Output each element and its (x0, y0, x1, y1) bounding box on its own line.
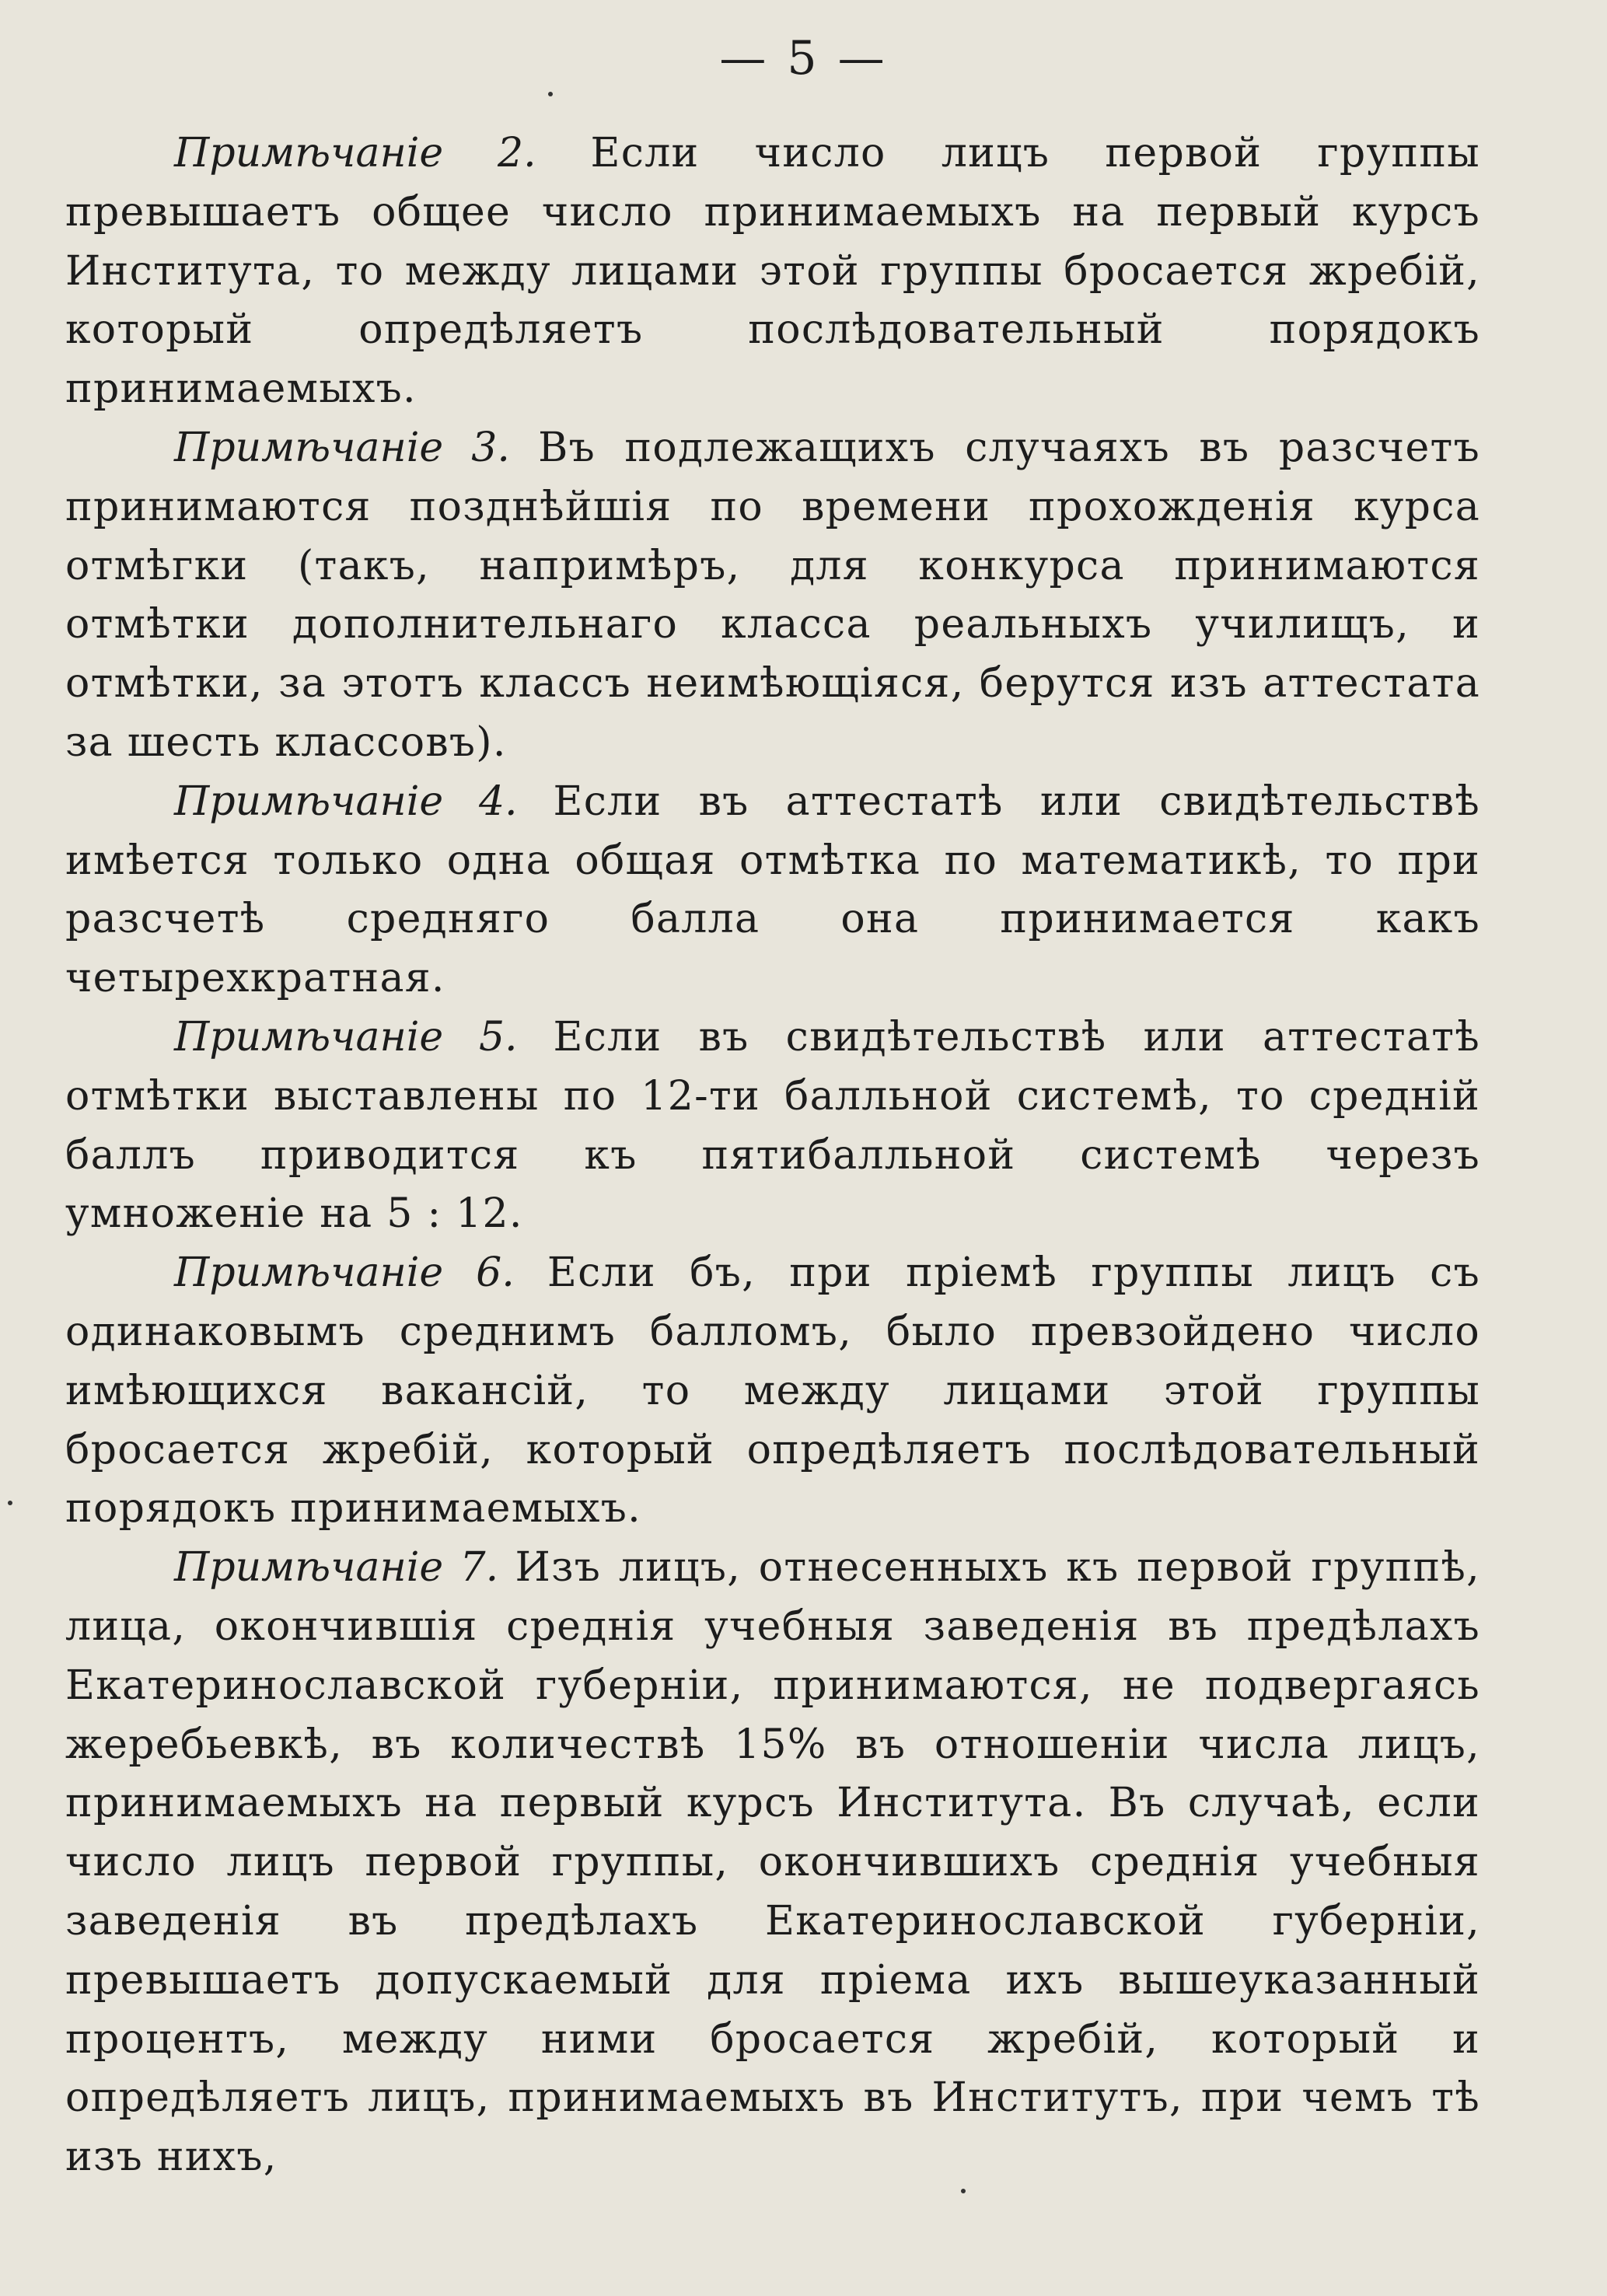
body-text (65, 124, 1480, 2187)
note-label: Примѣчанiе 2. (174, 130, 536, 176)
note-6 (65, 1244, 1480, 1539)
note-label: Примѣчанiе 7. (174, 1544, 499, 1592)
ink-speck (548, 92, 553, 96)
note-3 (65, 419, 1480, 773)
note-5 (65, 1008, 1480, 1244)
note-label: Примѣчанiе 6. (174, 1249, 515, 1297)
note-text: Если въ свидѣтельствѣ или аттестатѣ отмѣтки выставлены по 12-ти балльной системѣ, то среднiй баллъ приводится къ пятибалльной системѣ черезъ умноженiе на 5 : 12. (65, 1013, 1480, 1238)
note-4 (65, 773, 1480, 1008)
note-label: Примѣчанiе 3. (174, 424, 510, 471)
note-text: Если въ аттестатѣ или свидѣтельствѣ имѣется только одна общая отмѣтка по математикѣ, то при разсчетѣ средняго балла она принимается какъ четырехкратная. (65, 778, 1480, 1002)
note-text: Если бъ, при прiемѣ группы лицъ съ одинаковымъ среднимъ балломъ, было превзойдено число имѣющихся вакансiй, то между лицами этой группы бросается жребiй, который опредѣляетъ послѣдовательный порядокъ принимаемыхъ. (65, 1249, 1480, 1532)
note-text: Если число лицъ первой группы превышаетъ общее число принимаемыхъ на первый курсъ Института, то между лицами этой группы бросается жребiй, который опредѣляетъ послѣдовательный порядокъ принимаемыхъ. (65, 130, 1480, 413)
ink-speck (8, 1501, 12, 1505)
ink-speck (961, 2189, 966, 2193)
note-label: Примѣчанiе 5. (174, 1013, 518, 1061)
note-7 (65, 1539, 1480, 2187)
note-text: Изъ лицъ, отнесенныхъ къ первой группѣ, лица, окончившiя среднiя учебныя заведенiя въ предѣлахъ Екатеринославской губернiи, принимаются, не подвергаясь жеребьевкѣ, въ количествѣ 15% въ отношенiи числа лицъ, принимаемыхъ на первый курсъ Института. Въ случаѣ, если число лицъ первой группы, окончившихъ среднiя учебныя заведенiя въ предѣлахъ Екатеринославской губернiи, превышаетъ допускаемый для прiема ихъ вышеуказанный процентъ, между ними бросается жребiй, который и опредѣляетъ лицъ, принимаемыхъ въ Институтъ, при чемъ тѣ изъ нихъ, (65, 1544, 1480, 2181)
note-label: Примѣчанiе 4. (174, 778, 518, 825)
note-text: Въ подлежащихъ случаяхъ въ разсчетъ принимаются позднѣйшiя по времени прохожденiя курса отмѣгки (такъ, напримѣръ, для конкурса принимаются отмѣтки дополнительнаго класса реальныхъ училищъ, и отмѣтки, за этотъ классъ неимѣющiяся, берутся изъ аттестата за шесть классовъ). (65, 424, 1480, 766)
note-2 (65, 124, 1480, 419)
page-number-header: — 5 — (719, 31, 888, 86)
